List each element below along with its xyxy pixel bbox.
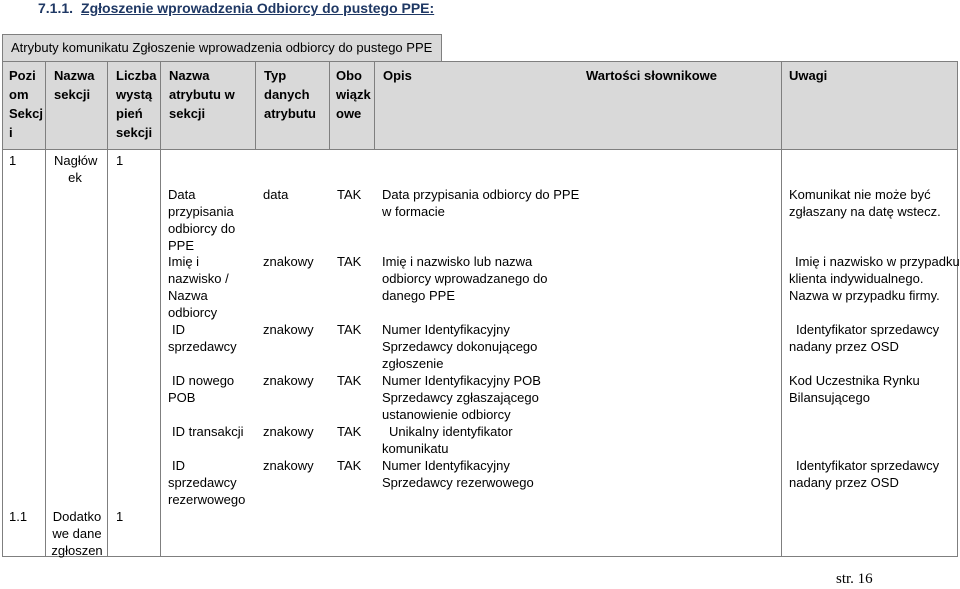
attribute-description: Unikalny identyfikator komunikatu	[382, 424, 513, 456]
section-count: 1	[116, 153, 124, 168]
attribute-notes: Identyfikator sprzedawcy nadany przez OSD	[789, 458, 940, 490]
attribute-required: TAK	[337, 322, 362, 337]
page-number: str. 16	[836, 571, 873, 587]
section-count: 1	[116, 509, 124, 524]
attribute-required: TAK	[337, 424, 362, 439]
column-divider	[107, 61, 108, 557]
header-pozycja: Pozi om Sekcj i	[9, 68, 43, 140]
header-opis: Opis	[383, 68, 412, 83]
header-wartosci-slownikowe: Wartości słownikowe	[586, 68, 717, 83]
heading-title: Zgłoszenie wprowadzenia Odbiorcy do pustego PPE:	[81, 0, 435, 16]
attribute-notes: Kod Uczestnika Rynku Bilansującego	[789, 373, 920, 405]
attribute-required: TAK	[337, 254, 362, 269]
section-name: Dodatko we dane zgłoszen	[51, 509, 103, 558]
attribute-type: znakowy	[263, 458, 314, 473]
attribute-type: znakowy	[263, 322, 314, 337]
table-caption-text: Atrybuty komunikatu Zgłoszenie wprowadzenia odbiorcy do pustego PPE	[11, 40, 433, 55]
header-nazwa-atrybutu: Nazwa atrybutu w sekcji	[169, 68, 235, 121]
attribute-description: Numer Identyfikacyjny Sprzedawcy rezerwowego	[382, 458, 534, 490]
attribute-notes: Identyfikator sprzedawcy nadany przez OSD	[789, 322, 940, 354]
column-divider	[329, 61, 330, 150]
attribute-description: Numer Identyfikacyjny POB Sprzedawcy zgłaszającego ustanowienie odbiorcy	[382, 373, 541, 422]
attribute-type: znakowy	[263, 254, 314, 269]
attribute-type: znakowy	[263, 424, 314, 439]
attribute-notes: Komunikat nie może być zgłaszany na datę wstecz.	[789, 187, 941, 219]
section-position: 1.1	[9, 509, 28, 524]
section-heading	[38, 0, 434, 16]
column-divider	[781, 61, 782, 557]
attribute-name: ID sprzedawcy rezerwowego	[168, 458, 246, 507]
attribute-description: Data przypisania odbiorcy do PPE w formacie	[382, 187, 580, 219]
attribute-name: Data przypisania odbiorcy do PPE	[168, 187, 236, 253]
attribute-name: ID nowego POB	[168, 373, 235, 405]
attribute-type: znakowy	[263, 373, 314, 388]
attribute-name: ID sprzedawcy	[168, 322, 237, 354]
header-uwagi: Uwagi	[789, 68, 828, 83]
column-divider	[374, 61, 375, 150]
attribute-name: Imię i nazwisko / Nazwa odbiorcy	[168, 254, 229, 320]
attribute-name: ID transakcji	[172, 424, 244, 439]
attribute-required: TAK	[337, 373, 362, 388]
header-obowiazkowe: Obo wiązk owe	[336, 68, 371, 121]
attribute-type: data	[263, 187, 289, 202]
column-divider	[160, 61, 161, 557]
attribute-description: Numer Identyfikacyjny Sprzedawcy dokonującego zgłoszenie	[382, 322, 538, 371]
section-name: Nagłów ek	[54, 153, 98, 185]
header-liczba-wystapien: Liczba wystą pień sekcji	[116, 68, 157, 140]
table-caption	[2, 34, 442, 61]
column-divider	[45, 61, 46, 557]
column-divider	[255, 61, 256, 150]
header-nazwa-sekcji: Nazwa sekcji	[54, 68, 95, 102]
heading-number: 7.1.1.	[38, 0, 74, 16]
attribute-description: Imię i nazwisko lub nazwa odbiorcy wprowadzanego do danego PPE	[382, 254, 548, 303]
header-typ-danych: Typ danych atrybutu	[264, 68, 316, 121]
attribute-required: TAK	[337, 458, 362, 473]
attribute-notes: Imię i nazwisko w przypadku klienta indywidualnego. Nazwa w przypadku firmy.	[789, 254, 960, 303]
section-position: 1	[9, 153, 17, 168]
attribute-required: TAK	[337, 187, 362, 202]
